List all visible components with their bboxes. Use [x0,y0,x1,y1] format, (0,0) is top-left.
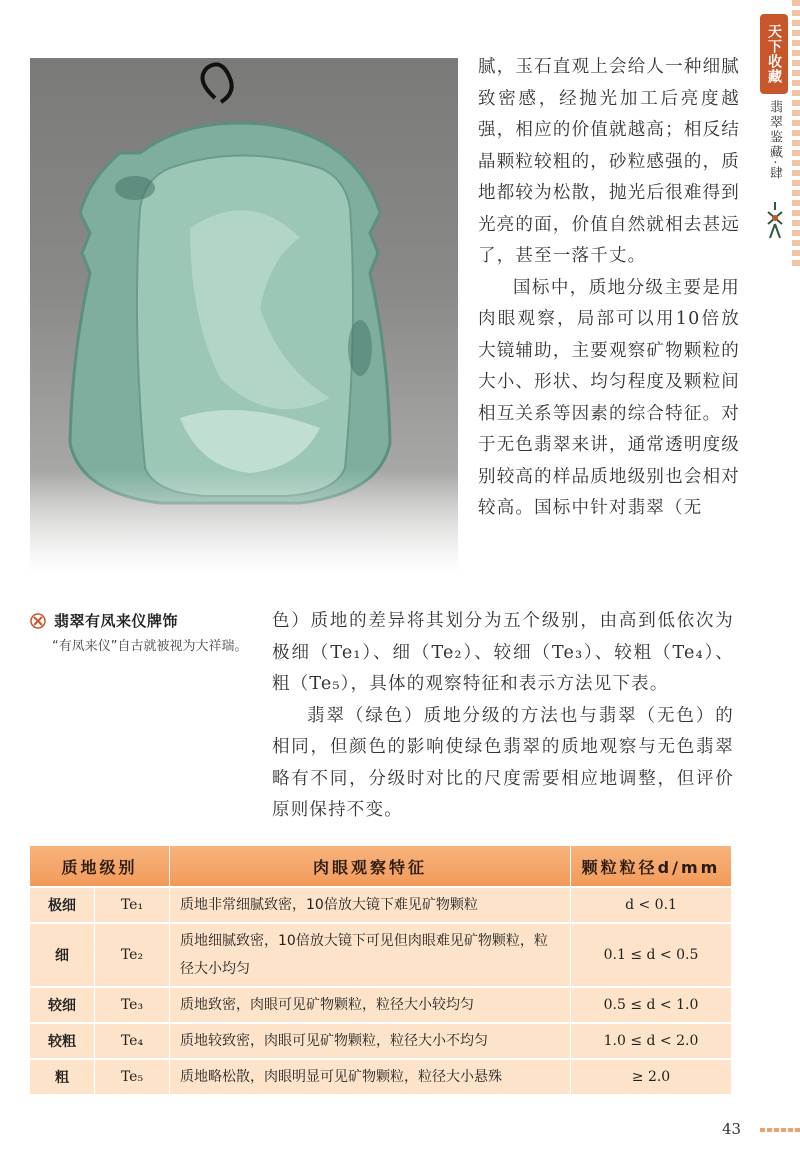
table-row [30,1059,732,1094]
grade-size: ≥ 2.0 [571,1059,732,1094]
jade-pendant-image [30,58,458,580]
photo-fade [30,470,458,580]
grade-code: Te₃ [95,987,170,1023]
series-badge: 天下收藏 [760,14,788,94]
grade-desc: 质地致密，肉眼可见矿物颗粒，粒径大小较均匀 [170,987,571,1023]
chinese-knot-icon [760,200,790,240]
page-number: 43 [722,1120,742,1138]
grade-code: Te₁ [95,887,170,923]
book-subtitle: 翡翠鉴藏·肆 [767,100,782,182]
table-row [30,887,732,923]
paragraph-1: 腻，玉石直观上会给人一种细腻致密感，经抛光加工后亮度越强，相应的价值就越高；相反结晶颗粒较粗的，砂粒感强的，质地都较为松散，抛光后很难得到光亮的面，价值自然就相去甚远了，甚至一落千丈。 [478,57,740,266]
grade-size: 0.5 ≤ d < 1.0 [571,987,732,1023]
paragraph-2a: 国标中，质地分级主要是用肉眼观察，局部可以用10倍放大镜辅助，主要观察矿物颗粒的大小、形状、均匀程度及颗粒间相互关系等因素的综合特征。对于无色翡翠来讲，通常透明度级别较高的样品质地级别也会相对较高。国标中针对翡翠（无 [478,277,740,518]
header-size: 颗粒粒径d/mm [571,846,732,887]
text-column-right [478,52,740,525]
table-row [30,987,732,1023]
grade-code: Te₂ [95,923,170,987]
caption-text: “有凤来仪”自古就被视为大祥瑞。 [52,639,248,654]
grade-name: 极细 [30,887,95,923]
grade-code: Te₄ [95,1023,170,1059]
grade-name: 较细 [30,987,95,1023]
header-feature: 肉眼观察特征 [170,846,571,887]
image-caption [30,610,262,656]
table-row [30,923,732,987]
paragraph-2b: 色）质地的差异将其划分为五个级别，由高到低依次为极细（Te₁）、细（Te₂）、较细（Te₃）、较粗（Te₄）、粗（Te₅），具体的观察特征和表示方法见下表。 [272,611,734,694]
table-header-row [30,846,732,887]
table-row [30,1023,732,1059]
header-grade: 质地级别 [30,846,170,887]
grade-name: 粗 [30,1059,95,1094]
text-column-wide [272,606,734,827]
grade-size: 1.0 ≤ d < 2.0 [571,1023,732,1059]
grade-desc: 质地较致密，肉眼可见矿物颗粒，粒径大小不均匀 [170,1023,571,1059]
grade-code: Te₅ [95,1059,170,1094]
caption-title: 翡翠有凤来仪牌饰 [54,612,179,630]
grade-name: 细 [30,923,95,987]
page-number-bar [760,1128,800,1132]
grade-size: 0.1 ≤ d < 0.5 [571,923,732,987]
grade-desc: 质地略松散，肉眼明显可见矿物颗粒，粒径大小悬殊 [170,1059,571,1094]
side-stripe [792,0,800,270]
paragraph-3: 翡翠（绿色）质地分级的方法也与翡翠（无色）的相同，但颜色的影响使绿色翡翠的质地观察与无色翡翠略有不同，分级时对比的尺度需要相应地调整，但评价原则保持不变。 [272,705,734,820]
grade-name: 较粗 [30,1023,95,1059]
grade-size: d < 0.1 [571,887,732,923]
grade-desc: 质地细腻致密，10倍放大镜下可见但肉眼难见矿物颗粒，粒径大小均匀 [170,923,571,987]
side-tab [756,0,800,270]
texture-grade-table [30,846,732,1094]
grade-desc: 质地非常细腻致密，10倍放大镜下难见矿物颗粒 [170,887,571,923]
flower-bullet-icon [30,613,46,629]
